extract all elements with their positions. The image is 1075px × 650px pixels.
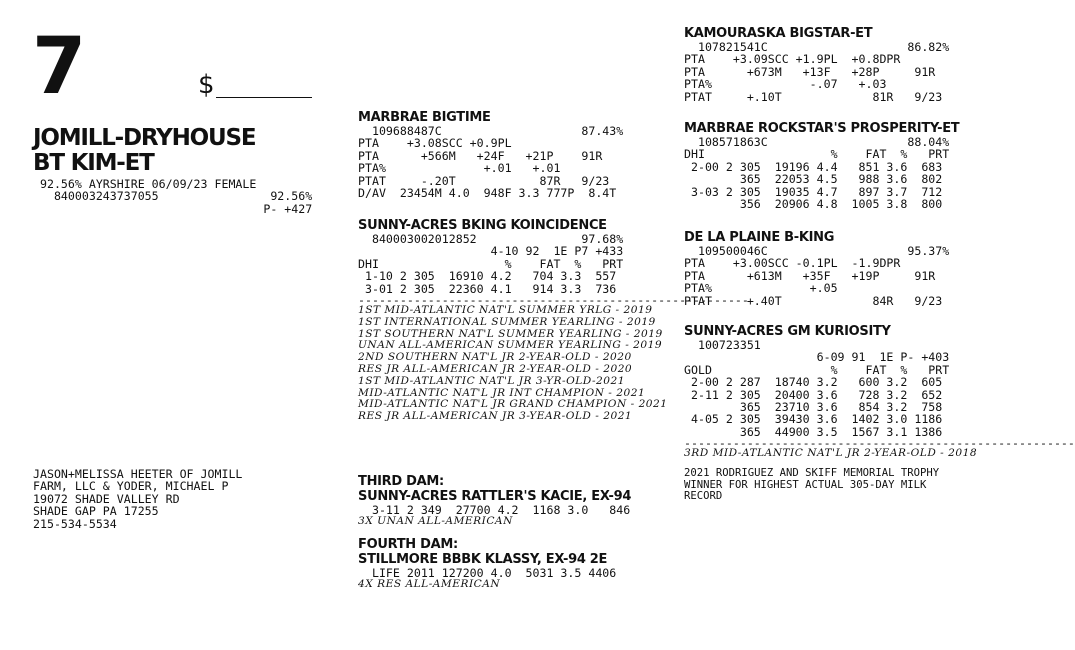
consignor-line: JASON+MELISSA HEETER OF JOMILL: [33, 467, 243, 481]
sire-dam-line: 2-00 2 305 19196 4.4 851 3.6 683: [684, 159, 943, 174]
sire-sire-line: PTA +3.09SCC +1.9PL +0.8DPR: [684, 52, 901, 67]
sire-dam-line: DHI % FAT % PRT: [684, 147, 950, 162]
dam-sire-line: PTA +613M +35F +19P 91R: [684, 268, 936, 283]
dam-dam-line: 2-00 2 287 18740 3.2 600 3.2 605: [684, 375, 943, 390]
sire-dam-line: 108571863C 88.04%: [684, 135, 950, 149]
sire-dam-block: [684, 121, 959, 210]
lot-number: 7: [32, 22, 85, 112]
sire-dam-line: 356 20906 4.8 1005 3.8 800: [684, 197, 943, 212]
sire-sire-block: [684, 26, 949, 103]
dam-honor: 1ST INTERNATIONAL SUMMER YEARLING - 2019: [358, 315, 656, 328]
third-dam-name: SUNNY-ACRES RATTLER'S KACIE, EX-94: [358, 489, 632, 504]
dam-sire-block: [684, 230, 949, 307]
dam-honor: RES JR ALL-AMERICAN JR 2-YEAR-OLD - 2020: [358, 363, 633, 376]
animal-info: 92.56% AYRSHIRE 06/09/23 FEMALE: [33, 177, 257, 191]
dam-line: 4-10 92 1E P7 +433: [358, 244, 624, 259]
sire-line: D/AV 23454M 4.0 948F 3.3 777P 8.4T: [358, 186, 617, 201]
consignor-block: [33, 468, 242, 530]
third-dam-record: 3-11 2 349 27700 4.2 1168 3.0 846: [358, 503, 631, 517]
dam-dam-name: SUNNY-ACRES GM KURIOSITY: [684, 324, 891, 339]
fourth-dam-label: FOURTH DAM:: [358, 537, 458, 552]
dam-honor: 2ND SOUTHERN NAT'L JR 2-YEAR-OLD - 2020: [358, 351, 632, 364]
dam-sire-line: 109500046C 95.37%: [684, 244, 950, 258]
consignor-line: 19072 SHADE VALLEY RD: [33, 491, 180, 506]
dam-sire-line: PTA% +.05: [684, 281, 838, 296]
fourth-dam-name: STILLMORE BBBK KLASSY, EX-94 2E: [358, 552, 608, 567]
sire-line: PTA% +.01 +.01: [358, 161, 561, 176]
sire-dam-name: MARBRAE ROCKSTAR'S PROSPERITY-ET: [684, 121, 960, 136]
price-prefix: $: [198, 70, 215, 100]
dam-separator: --------------------------------------------------------: [358, 293, 749, 308]
dam-honor: 1ST MID-ATLANTIC NAT'L JR 3-YR-OLD-2021: [358, 374, 626, 387]
sire-sire-line: PTA +673M +13F +28P 91R: [684, 64, 936, 79]
dam-sire-name: DE LA PLAINE B-KING: [684, 230, 835, 245]
animal-block: [33, 126, 312, 215]
dam-line: DHI % FAT % PRT: [358, 256, 624, 271]
sire-dam-line: 3-03 2 305 19035 4.7 897 3.7 712: [684, 184, 943, 199]
fourth-dam-honor: 4X RES ALL-AMERICAN: [358, 578, 501, 591]
consignor-line: SHADE GAP PA 17255: [33, 504, 159, 519]
animal-registration: 840003243737055 92.56%: [33, 189, 313, 204]
dam-honor: 1ST SOUTHERN NAT'L SUMMER YEARLING - 2019: [358, 327, 663, 340]
dam-dam-line: 4-05 2 305 39430 3.6 1402 3.0 1186: [684, 412, 943, 427]
fourth-dam-record: LIFE 2011 127200 4.0 5031 3.5 4406: [358, 566, 617, 580]
dam-dam-separator: --------------------------------------------------------: [684, 436, 1075, 451]
animal-name-line1: JOMILL-DRYHOUSE: [33, 125, 256, 151]
dam-honor: 1ST MID-ATLANTIC NAT'L SUMMER YRLG - 2019: [358, 304, 653, 317]
third-dam-honor: 3X UNAN ALL-AMERICAN: [358, 515, 513, 528]
dam-dam-line: 100723351: [684, 338, 761, 352]
dam-dam-line: 365 44900 3.5 1567 3.1 1386: [684, 424, 943, 439]
dam-line: 1-10 2 305 16910 4.2 704 3.3 557: [358, 269, 617, 284]
sire-sire-line: PTA% -.07 +.03: [684, 77, 887, 92]
dam-dam-line: 6-09 91 1E P- +403: [684, 350, 950, 365]
animal-name-line2: BT KIM-ET: [33, 150, 154, 176]
sire-dam-line: 365 22053 4.5 988 3.6 802: [684, 172, 943, 187]
dam-dam-note: WINNER FOR HIGHEST ACTUAL 305-DAY MILK: [684, 478, 927, 491]
dam-honor: UNAN ALL-AMERICAN SUMMER YEARLING - 2019: [358, 339, 663, 352]
animal-pta: P- +427: [33, 201, 313, 216]
sire-line: PTA +3.08SCC +0.9PL: [358, 136, 512, 151]
fourth-dam-block: [358, 537, 616, 591]
third-dam-block: [358, 474, 631, 528]
sire-line: 109688487C 87.43%: [358, 124, 624, 138]
dam-line: 3-01 2 305 22360 4.1 914 3.3 736: [358, 281, 617, 296]
dam-dam-honor: 3RD MID-ATLANTIC NAT'L JR 2-YEAR-OLD - 2018: [684, 447, 978, 460]
sire-name: MARBRAE BIGTIME: [358, 110, 491, 125]
sire-sire-line: 107821541C 86.82%: [684, 40, 950, 54]
dam-dam-line: GOLD % FAT % PRT: [684, 362, 950, 377]
dam-honor: MID-ATLANTIC NAT'L JR GRAND CHAMPION - 2021: [358, 398, 668, 411]
dam-name: SUNNY-ACRES BKING KOINCIDENCE: [358, 218, 607, 233]
third-dam-label: THIRD DAM:: [358, 474, 444, 489]
dam-honor: RES JR ALL-AMERICAN JR 3-YEAR-OLD - 2021: [358, 410, 633, 423]
dam-sire-line: PTA +3.00SCC -0.1PL -1.9DPR: [684, 256, 901, 271]
dam-dam-line: 365 23710 3.6 854 3.2 758: [684, 400, 943, 415]
sire-line: PTAT -.20T 87R 9/23: [358, 173, 610, 188]
dam-honor: MID-ATLANTIC NAT'L JR INT CHAMPION - 2021: [358, 386, 646, 399]
dam-dam-note: 2021 RODRIGUEZ AND SKIFF MEMORIAL TROPHY: [684, 467, 940, 480]
consignor-line: 215-534-5534: [33, 516, 117, 531]
sire-sire-name: KAMOURASKA BIGSTAR-ET: [684, 26, 873, 41]
consignor-line: FARM, LLC & YODER, MICHAEL P: [33, 479, 229, 494]
sire-sire-line: PTAT +.10T 81R 9/23: [684, 89, 943, 104]
price-blank-line: [216, 97, 312, 98]
dam-dam-block: [684, 324, 1075, 503]
sire-block: [358, 110, 623, 199]
sire-line: PTA +566M +24F +21P 91R: [358, 148, 603, 163]
dam-dam-line: 2-11 2 305 20400 3.6 728 3.2 652: [684, 387, 943, 402]
dam-sire-line: PTAT +.40T 84R 9/23: [684, 293, 943, 308]
dam-line: 840003002012852 97.68%: [358, 232, 624, 246]
dam-dam-note: RECORD: [684, 490, 723, 503]
